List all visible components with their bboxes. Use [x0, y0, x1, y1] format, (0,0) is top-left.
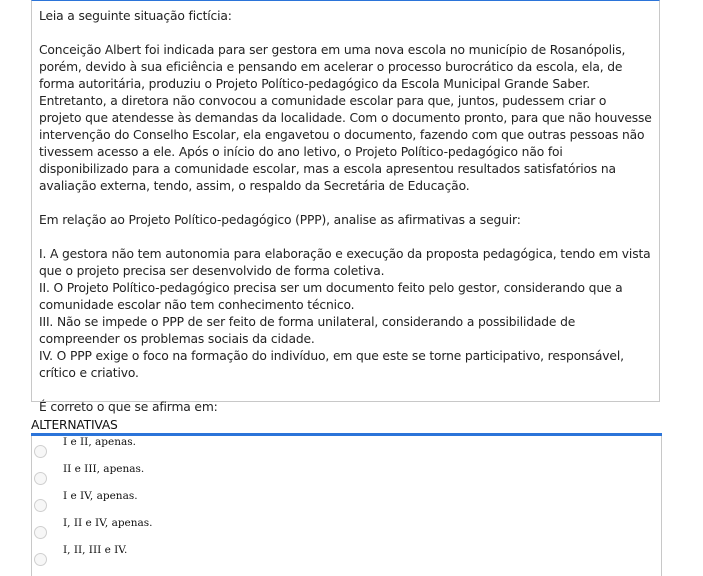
statement-1: I. A gestora não tem autonomia para elaboração e execução da proposta pedagógica, tendo em vista que o projeto precisa ser desenvolvido de forma coletiva.	[39, 247, 651, 278]
alternative-label[interactable]: I, II, III e IV.	[63, 544, 128, 556]
question-closing: É correto o que se afirma em:	[39, 400, 218, 414]
alternative-label[interactable]: I, II e IV, apenas.	[63, 517, 153, 529]
statement-4: IV. O PPP exige o foco na formação do indivíduo, em que este se torne participativo, responsável, crítico e criativo.	[39, 349, 624, 380]
statement-2: II. O Projeto Político-pedagógico precisa ser um documento feito pelo gestor, considerando que a comunidade escolar não tem conhecimento técnico.	[39, 281, 623, 312]
alternative-label[interactable]: II e III, apenas.	[63, 463, 145, 475]
question-scenario: Conceição Albert foi indicada para ser gestora em uma nova escola no município de Rosanópolis, porém, devido à sua eficiência e pensando em acelerar o processo burocrático da escola, ela, de forma autoritária, produziu o Projeto Político-pedagógico da Escola Municipal Grande Saber. Entretanto, a diretora não convocou a comunidade escolar para que, juntos, pudessem criar o projeto que atendesse às demandas da localidade. Com o documento pronto, para que não houvesse intervenção do Conselho Escolar, ela engavetou o documento, fazendo com que outras pessoas não tivessem acesso a ele. Após o início do ano letivo, o Projeto Político-pedagógico não foi disponibilizado para a comunidade escolar, mas a escola apresentou resultados satisfatórios na avaliação externa, tendo, assim, o respaldo da Secretária de Educação.	[39, 43, 652, 193]
alternatives-list	[31, 436, 662, 576]
alternatives-header: ALTERNATIVAS	[31, 418, 118, 432]
question-intro: Leia a seguinte situação fictícia:	[39, 9, 232, 23]
radio-button[interactable]	[34, 526, 47, 539]
radio-button[interactable]	[34, 472, 47, 485]
statements-list	[39, 246, 652, 382]
radio-button[interactable]	[34, 553, 47, 566]
alternative-option-1[interactable]	[32, 436, 661, 463]
alternative-label[interactable]: I e II, apenas.	[63, 436, 136, 448]
alternative-option-2[interactable]	[32, 463, 661, 490]
question-box	[31, 0, 660, 414]
alternative-option-3[interactable]	[32, 490, 661, 517]
alternative-option-4[interactable]	[32, 517, 661, 544]
radio-button[interactable]	[34, 445, 47, 458]
alternative-label[interactable]: I e IV, apenas.	[63, 490, 138, 502]
statement-3: III. Não se impede o PPP de ser feito de forma unilateral, considerando a possibilidade de compreender os problemas sociais da cidade.	[39, 315, 576, 346]
alternative-option-5[interactable]	[32, 544, 661, 571]
radio-button[interactable]	[34, 499, 47, 512]
question-prompt: Em relação ao Projeto Político-pedagógico (PPP), analise as afirmativas a seguir:	[39, 213, 521, 227]
